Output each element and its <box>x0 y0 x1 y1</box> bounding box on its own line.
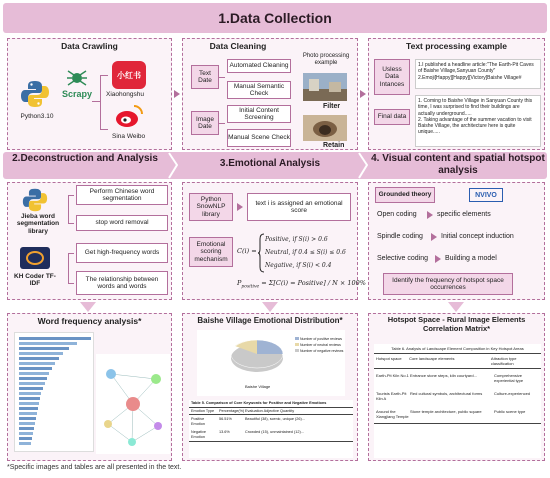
t5-cell: 13.6% <box>219 430 230 435</box>
pie-caption: Baishe Village <box>245 384 271 389</box>
t5-cell: Crowded (15), unmaintained (12)... <box>245 430 304 435</box>
thumbnail-bar <box>19 372 49 375</box>
t6-cell: Red cultural symbols, architectural forms <box>410 391 483 396</box>
text-processing-title: Text processing example <box>406 41 507 51</box>
weibo-logo-icon <box>114 103 144 129</box>
deconstruction-panel <box>7 182 172 300</box>
t5-head-cell: Emotion Type <box>191 408 215 413</box>
t6-head-cell: Attraction type classification <box>490 356 517 366</box>
t6-head-cell: Hotspot space <box>376 356 402 361</box>
flow-arrow <box>174 90 180 98</box>
jieba-python-logo-icon <box>22 187 48 213</box>
thumbnail-bar <box>19 422 35 425</box>
data-cleaning-panel <box>182 38 358 150</box>
xiaohongshu-logo <box>112 61 146 89</box>
stop-word-removal-box: stop word removal <box>76 215 168 231</box>
word-frequency-bar-chart <box>14 332 94 452</box>
scrapy-label: Scrapy <box>62 89 93 99</box>
building-model-label: Building a model <box>445 255 497 262</box>
visual-content-panel <box>368 182 545 300</box>
t6-head-cell: Core landscape elements <box>409 356 455 361</box>
footnote: *Specific images and tables are all presented in the text. <box>7 464 182 471</box>
manual-scene-box: Manual Scene Check <box>227 129 291 147</box>
table6-header <box>374 353 541 369</box>
thumbnail-bar <box>19 432 33 435</box>
selective-coding-label: Selective coding <box>377 255 428 262</box>
high-frequency-words-box: Get high-frequency words <box>76 243 168 263</box>
table-row <box>189 428 353 442</box>
t6-cell: Stone temple architecture, public square <box>410 409 482 414</box>
chevron-separator-icon <box>168 152 178 179</box>
coding-arrow <box>427 211 433 219</box>
thumbnail-bar <box>19 377 47 380</box>
automated-cleaning-box: Automated Cleaning <box>227 59 291 73</box>
manual-semantic-box: Manual Semantic Check <box>227 81 291 99</box>
text-processing-panel <box>368 38 545 150</box>
formula-c-lhs: C(i) = <box>237 247 257 255</box>
final-examples <box>415 95 541 147</box>
emotion-pie-chart <box>227 334 287 378</box>
thumbnail-bar <box>19 382 45 385</box>
khcoder-label: KH Coder TF-IDF <box>14 273 56 288</box>
section2-title: 2.Deconstruction and Analysis <box>12 153 158 164</box>
legend-negative <box>295 348 343 354</box>
word-frequency-panel <box>7 313 172 461</box>
thumbnail-bar <box>19 442 31 445</box>
thumbnail-bar <box>19 362 55 365</box>
filtered-photo-image <box>303 73 347 101</box>
formula-positive-share <box>237 279 366 289</box>
photo-processing-title: Photo processing example <box>302 53 350 67</box>
coding-arrow <box>435 255 441 263</box>
specific-elements-label: specific elements <box>437 211 491 218</box>
t6-cell: Around the Xiangjiang Temple <box>376 409 409 419</box>
thumbnail-bar <box>19 412 37 415</box>
flow-arrow <box>360 90 366 98</box>
thumbnail-bar <box>19 417 36 420</box>
formula-cases <box>265 233 346 272</box>
t6-cell: Public scene type <box>494 409 526 414</box>
text-date-box: Text Date <box>191 65 219 89</box>
formula-negative: Negative, if S(i) < 0.4 <box>265 262 332 269</box>
nvivo-logo <box>469 188 503 202</box>
down-arrow-icon <box>448 302 464 312</box>
crawl-connector <box>100 129 108 130</box>
table-row <box>374 405 541 424</box>
crawl-connector <box>92 101 100 102</box>
formula-p-rhs: = Σ[C(i) = Positive] / N × 100% <box>261 279 366 287</box>
python-logo-icon <box>20 79 50 109</box>
section1-title: 1.Data Collection <box>218 10 332 26</box>
table-row <box>189 415 353 428</box>
nvivo-logo-text: NVIVO <box>475 191 497 199</box>
thumbnail-bar <box>19 357 59 360</box>
t6-cell: Earth-Pit Kiln No.1 <box>376 373 409 378</box>
emotional-analysis-panel <box>182 182 366 300</box>
clean-connector <box>219 123 225 124</box>
initial-content-box: Initial Content Screening <box>227 105 291 123</box>
t6-cell: Comprehensive experiential type <box>494 373 524 383</box>
formula-p-sub: positive <box>241 284 260 290</box>
data-cleaning-title: Data Cleaning <box>209 41 267 51</box>
filter-label: Filter <box>323 103 341 110</box>
thumbnail-bar <box>19 352 63 355</box>
legend-negative-label: Number of negative reviews <box>299 349 344 353</box>
hotspot-matrix-title: Hotspot Space - Rural Image Elements Correlation Matrix* <box>387 315 526 333</box>
legend-neutral-label: Number of neutral reviews <box>299 343 341 347</box>
down-arrow-icon <box>262 302 278 312</box>
open-coding-label: Open coding <box>377 211 417 218</box>
final-data-box: Final data <box>374 109 410 125</box>
section1-banner <box>3 3 547 33</box>
thumbnail-bar <box>19 402 39 405</box>
table-row <box>374 387 541 405</box>
thumbnail-bar <box>19 437 32 440</box>
snownlp-box: Python SnowNLP library <box>189 193 233 221</box>
down-arrow-icon <box>80 302 96 312</box>
formula-p-lhs: P <box>237 279 242 287</box>
retain-label: Retain <box>323 142 345 149</box>
word-frequency-title: Word frequency analysis* <box>37 316 142 326</box>
useless-examples <box>415 59 541 89</box>
legend-positive-label: Number of positive reviews <box>299 337 342 341</box>
hotspot-matrix-panel <box>368 313 545 461</box>
table5-header <box>189 407 353 416</box>
decon-connector <box>68 253 74 254</box>
t6-cell: Tourists Earth-Pit Kiln A <box>376 391 407 401</box>
crawl-connector <box>100 75 101 129</box>
t5-head-cell: Evaluation Adjective Quantity <box>245 408 295 413</box>
t6-cell: Culture-experienced <box>494 391 531 396</box>
section4-title: 4. Visual content and spatial hotspot analysis <box>371 153 545 176</box>
emotional-score-box: text i is assigned an emotional score <box>247 193 351 221</box>
word-relationship-box: The relationship between words and words <box>76 271 168 295</box>
thumbnail-bar <box>19 427 34 430</box>
retained-photo-image <box>303 115 347 141</box>
khcoder-logo <box>20 247 50 269</box>
co-occurrence-network-image <box>96 354 170 454</box>
t6-cell: Entrance stone steps, kiln courtyard... <box>410 373 477 378</box>
xiaohongshu-logo-text: 小红书 <box>117 70 141 80</box>
useless-example-2: 2.Emoji[Happy][Happy][Victory]Baishe Village# <box>418 74 522 81</box>
final-example-2: 2. Taking advantage of the summer vacation to visit Baishe Village, the architecture here is quite unique..... <box>418 116 532 136</box>
emo-arrow <box>237 203 243 211</box>
emotional-distribution-title: Baishe Village Emotional Distribution* <box>197 316 343 325</box>
grounded-theory-box: Grounded theory <box>375 187 435 203</box>
chinese-segmentation-box: Perform Chinese word segmentation <box>76 185 168 205</box>
jieba-label: Jieba word segmentation library <box>16 213 60 235</box>
decon-connector <box>68 195 74 196</box>
t5-cell: Negative Emotion <box>191 430 206 439</box>
table5-figure <box>189 400 353 458</box>
t5-head-cell: Percentage(%) <box>219 408 245 413</box>
decon-connector <box>68 283 74 284</box>
coding-arrow <box>431 233 437 241</box>
t5-cell: 56.51% <box>219 417 232 422</box>
image-date-box: Image Date <box>191 111 219 135</box>
formula-positive: Positive, if S(i) > 0.6 <box>265 236 328 243</box>
scoring-mechanism-box: Emotional scoring mechanism <box>189 237 233 267</box>
t5-cell: Positive Emotion <box>191 417 205 426</box>
initial-induction-label: Initial concept induction <box>441 233 514 240</box>
scrapy-spider-icon <box>66 67 88 89</box>
python-label: Python3.10 <box>20 113 54 120</box>
pie-legend <box>295 336 343 354</box>
decon-connector <box>68 253 69 283</box>
useless-example-1: 1.I published a headline article:"The Earth-Pit Caves of Baishe Village,Sanyuan County" <box>418 62 534 75</box>
t5-cell: Beautiful (38), scenic, unique (26)... <box>245 417 305 422</box>
table-row <box>374 369 541 387</box>
thumbnail-bar <box>19 392 41 395</box>
crawl-connector <box>100 75 108 76</box>
table6-figure <box>374 344 541 458</box>
xiaohongshu-label: Xiaohongshu <box>106 91 144 98</box>
useless-data-box: Usless Data Intances <box>374 59 410 95</box>
thumbnail-bar <box>19 407 38 410</box>
decon-connector <box>68 195 69 223</box>
spindle-coding-label: Spindle coding <box>377 233 423 240</box>
thumbnail-bar <box>19 342 77 345</box>
section3-title: 3.Emotional Analysis <box>219 158 321 169</box>
data-crawling-title: Data Crawling <box>61 41 118 51</box>
clean-connector <box>219 77 225 78</box>
final-example-1: 1. Coming to Baishe Village in Sanyuan County this time, I was surprised to find their buildings are actually underground..... <box>418 98 533 117</box>
data-crawling-panel <box>7 38 172 150</box>
weibo-label: Sina Weibo <box>112 133 146 140</box>
emotional-distribution-panel <box>182 313 358 461</box>
table6-caption: Table 6. Analysis of Landscape Element Composition in Key Hotspot Areas <box>391 346 524 351</box>
emotion-pie-figure <box>197 330 345 396</box>
thumbnail-bar <box>19 367 52 370</box>
identify-hotspot-box: Identify the frequency of hotspot space occurrences <box>383 273 513 295</box>
chevron-separator-icon <box>358 152 368 179</box>
thumbnail-bar <box>19 397 40 400</box>
table5-caption: Table 5. Comparison of Core Keywords for Positive and Negative Emotions <box>191 401 327 405</box>
decon-connector <box>68 223 74 224</box>
formula-neutral: Neutral, if 0.4 ≤ S(i) ≤ 0.6 <box>265 249 346 256</box>
thumbnail-bar <box>19 337 91 340</box>
thumbnail-bar <box>19 347 69 350</box>
brace-icon <box>257 233 265 273</box>
thumbnail-bar <box>19 387 43 390</box>
